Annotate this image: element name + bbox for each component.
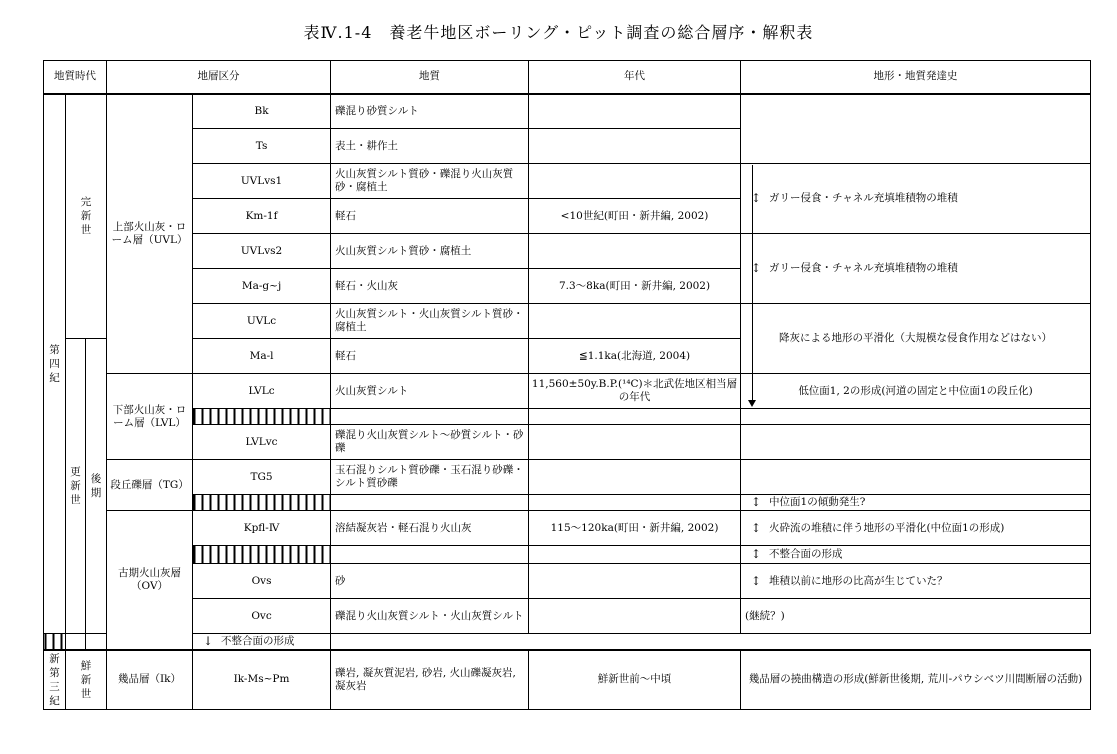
group-uvl: 上部火山灰・ローム層（UVL）	[107, 94, 193, 374]
unit-name: UVLvs2	[193, 234, 331, 269]
unit-name: Bk	[193, 94, 331, 129]
double-arrow-icon: ↕	[751, 547, 762, 561]
unit-name: Ma-g~j	[193, 269, 331, 304]
lithology-cell: 火山灰質シルト質砂・腐植土	[331, 234, 529, 269]
empty-cell	[331, 546, 529, 564]
history-gully-1: ↕ ガリー侵食・チャネル充填堆積物の堆積	[741, 164, 1091, 234]
history-terrace: 低位面1, 2の形成(河道の固定と中位面1の段丘化)	[741, 374, 1091, 409]
lithology-cell: 火山灰質シルト	[331, 374, 529, 409]
history-gully-2: ↕ ガリー侵食・チャネル充填堆積物の堆積	[741, 234, 1091, 304]
history-cell	[741, 94, 1091, 164]
group-ik: 幾品層（Ik）	[107, 650, 193, 710]
group-ov: 古期火山灰層（OV）	[107, 511, 193, 650]
unconformity-hatch	[193, 495, 331, 511]
unit-name: UVLvs1	[193, 164, 331, 199]
table-title: 表Ⅳ.1-4 養老牛地区ボーリング・ピット調査の総合層序・解釈表	[303, 23, 814, 42]
lithology-cell: 表土・耕作土	[331, 129, 529, 164]
lithology-cell: 軽石	[331, 339, 529, 374]
group-lvl: 下部火山灰・ローム層（LVL）	[107, 374, 193, 460]
history-fold: 幾品層の撓曲構造の形成(鮮新世後期, 荒川-パウシベツ川間断層の活動)	[741, 650, 1091, 710]
down-arrow-icon: ↓	[203, 633, 214, 648]
empty-cell	[86, 634, 107, 650]
unit-name: Ik-Ms~Pm	[193, 650, 331, 710]
empty-cell	[741, 460, 1091, 495]
age-cell	[529, 164, 741, 199]
unit-name: Ovs	[193, 564, 331, 599]
empty-cell	[529, 409, 741, 425]
history-unconformity-2: ↓ 不整合面の形成	[193, 634, 331, 650]
empty-cell	[331, 495, 529, 511]
unit-name: TG5	[193, 460, 331, 495]
header-lithology: 地質	[331, 61, 529, 94]
double-arrow-icon: ↕	[751, 520, 762, 535]
age-cell	[529, 94, 741, 129]
unconformity-hatch	[193, 409, 331, 425]
lithology-cell: 礫混り火山灰質シルト・火山灰質シルト	[331, 599, 529, 634]
lithology-cell: 玉石混りシルト質砂礫・玉石混り砂礫・シルト質砂礫	[331, 460, 529, 495]
empty-cell	[66, 634, 86, 650]
history-unconformity-1: ↕ 不整合面の形成	[741, 546, 1091, 564]
age-cell	[529, 425, 741, 460]
double-arrow-icon: ↕	[751, 573, 762, 588]
lithology-cell: 軽石	[331, 199, 529, 234]
epoch-holocene: 完新世	[66, 94, 107, 339]
age-cell	[529, 129, 741, 164]
header-age: 地質時代	[44, 61, 107, 94]
header-dating: 年代	[529, 61, 741, 94]
unit-name: Ovc	[193, 599, 331, 634]
empty-cell	[529, 495, 741, 511]
history-tilt: ↕ 中位面1の傾動発生?	[741, 495, 1091, 511]
history-continued: (継続？)	[741, 599, 1091, 634]
empty-cell	[741, 409, 1091, 425]
lithology-cell: 軽石・火山灰	[331, 269, 529, 304]
age-cell	[529, 564, 741, 599]
unit-name: Km-1f	[193, 199, 331, 234]
unit-name: LVLvc	[193, 425, 331, 460]
unit-name: Kpfl-Ⅳ	[193, 511, 331, 546]
unconformity-hatch	[44, 634, 66, 650]
double-arrow-icon: ↕	[751, 261, 762, 275]
lithology-cell: 礫混り砂質シルト	[331, 94, 529, 129]
unit-name: UVLc	[193, 304, 331, 339]
unit-name: LVLc	[193, 374, 331, 409]
age-cell: 11,560±50y.B.P.(¹⁴C)＊北武佐地区相当層の年代	[529, 374, 741, 409]
header-history: 地形・地質発達史	[741, 61, 1091, 94]
epoch-late: 後期	[86, 339, 107, 634]
epoch-pleistocene: 更新世	[66, 339, 86, 634]
lithology-cell: 砂	[331, 564, 529, 599]
lithology-cell: 礫岩, 凝灰質泥岩, 砂岩, 火山礫凝灰岩, 凝灰岩	[331, 650, 529, 710]
history-ashfall: 降灰による地形の平滑化（大規模な侵食作用などはない）	[741, 304, 1091, 374]
header-division: 地層区分	[107, 61, 331, 94]
stratigraphy-table	[43, 60, 1091, 710]
age-cell: ≦1.1ka(北海道, 2004)	[529, 339, 741, 374]
unit-name: Ma-l	[193, 339, 331, 374]
group-tg: 段丘礫層（TG）	[107, 460, 193, 511]
empty-cell	[529, 546, 741, 564]
double-arrow-icon: ↕	[751, 191, 762, 205]
lithology-cell: 礫混り火山灰質シルト～砂質シルト・砂礫	[331, 425, 529, 460]
epoch-pliocene: 鮮新世	[66, 650, 107, 710]
period-neogene: 新第三紀	[44, 650, 66, 710]
age-cell	[529, 234, 741, 269]
down-arrow-icon	[752, 165, 753, 405]
age-cell: 7.3～8ka(町田・新井編, 2002)	[529, 269, 741, 304]
age-cell: 鮮新世前～中頃	[529, 650, 741, 710]
lithology-cell: 火山灰質シルト・火山灰質シルト質砂・腐植土	[331, 304, 529, 339]
lithology-cell: 溶結凝灰岩・軽石混り火山灰	[331, 511, 529, 546]
lithology-cell: 火山灰質シルト質砂・礫混り火山灰質砂・腐植土	[331, 164, 529, 199]
history-relief: ↕ 堆積以前に地形の比高が生じていた？	[741, 564, 1091, 599]
empty-cell	[741, 425, 1091, 460]
age-cell	[529, 460, 741, 495]
double-arrow-icon: ↕	[751, 495, 762, 509]
empty-cell	[331, 409, 529, 425]
unconformity-hatch	[193, 546, 331, 564]
age-cell: 115～120ka(町田・新井編, 2002)	[529, 511, 741, 546]
period-quaternary: 第四紀	[44, 94, 66, 634]
history-pyroclastic: ↕ 火砕流の堆積に伴う地形の平滑化(中位面1の形成)	[741, 511, 1091, 546]
age-cell	[529, 599, 741, 634]
age-cell	[529, 304, 741, 339]
unit-name: Ts	[193, 129, 331, 164]
age-cell: <10世紀(町田・新井編, 2002)	[529, 199, 741, 234]
